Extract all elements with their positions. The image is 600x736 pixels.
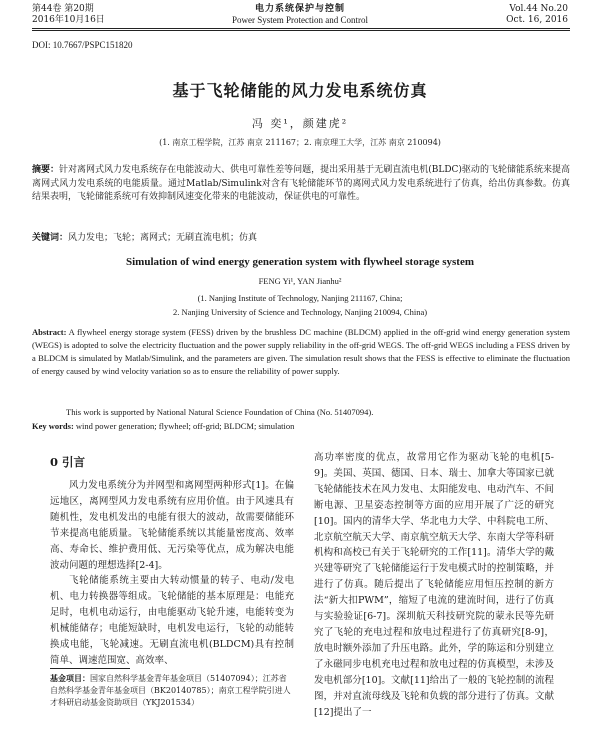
- header-rule: [32, 28, 570, 29]
- keywords-en-text: wind power generation; flywheel; off-grid; BLDCM; simulation: [75, 421, 295, 431]
- funding-footnote: [50, 672, 294, 709]
- journal-volume-en: Vol.44 No.20: [509, 4, 568, 14]
- journal-date-cn: 2016年10月16日: [32, 15, 105, 25]
- authors-en: FENG Yi¹, YAN Jianhu²: [258, 276, 342, 286]
- abstract-cn-label: 摘要：: [32, 165, 60, 175]
- intro-paragraph: 风力发电系统分为并网型和离网型两种形式[1]。在偏远地区，离网型风力发电系统有应用价值。由于风速具有随机性，发电机发出的电能有很大的波动，故需要储能环节来提高电能质量。飞轮储能系统以其能量密度高、效率高、寿命长、维护费用低、无污染等优点，成为解决电能波动问题的理想选择[2-4]。: [50, 480, 294, 571]
- keywords-cn-label: 关键词：: [32, 233, 69, 243]
- abstract-en-label: Abstract:: [32, 327, 67, 337]
- journal-name-en: Power System Protection and Control: [232, 15, 368, 25]
- journal-name-cn: 电力系统保护与控制: [254, 4, 345, 14]
- abstract-cn: [32, 164, 570, 205]
- footnote-rule: [50, 668, 130, 669]
- keywords-en-label: Key words:: [32, 421, 74, 431]
- left-column: [50, 478, 294, 669]
- keywords-cn: [32, 232, 570, 246]
- support-en: This work is supported by National Natural Science Foundation of China (No. 51407094).: [66, 407, 374, 417]
- affiliation-en-1: (1. Nanjing Institute of Technology, Nanjing 211167, China;: [197, 293, 403, 303]
- right-column: [314, 450, 554, 720]
- keywords-cn-text: 风力发电；飞轮；离网式；无刷直流电机；仿真: [68, 233, 258, 243]
- authors-cn: 冯 奕¹，颜建虎²: [251, 117, 349, 130]
- section-heading-introduction: 0 引言: [50, 455, 86, 469]
- affiliation-en-2: 2. Nanjing University of Science and Technology, Nanjing 210094, China): [172, 307, 428, 317]
- affiliation-cn: (1. 南京工程学院，江苏 南京 211167；2. 南京理工大学，江苏 南京 210094): [159, 138, 441, 147]
- intro-paragraph: 飞轮储能系统主要由大转动惯量的转子、电动/发电机、电力转换器等组成。飞轮储能的基本原理是：电能充足时，电机电动运行，由电能驱动飞轮升速，电能转变为机械能储存；电能短缺时，电机发电运行，飞轮的动能转换成电能，飞轮减速。无刷直流电机(BLDCM)具有控制简单、调速范围宽、高效率、: [50, 575, 294, 666]
- header-rule-thin: [32, 30, 570, 31]
- abstract-cn-text: 针对离网式风力发电系统存在电能波动大、供电可靠性差等问题，提出采用基于无刷直流电机(BLDC)驱动的飞轮储能系统来提高离网式风力发电系统的电能质量。通过Matlab/Simulink对含有飞轮储能环节的离网式风力发电系统进行了仿真，给出仿真参数。仿真结果表明，飞轮储能系统可有效抑制风速变化带来的电能波动，保证供电的可靠性。: [32, 165, 570, 202]
- funding-text: 国家自然科学基金青年基金项目（51407094）；江苏省自然科学基金青年基金项目（BK20140785）；南京工程学院引进人才科研启动基金资助项目（YKJ201534）: [50, 674, 291, 707]
- paper-title-en: Simulation of wind energy generation system with flywheel storage system: [126, 256, 474, 268]
- journal-volume: 第44卷 第20期: [32, 4, 94, 14]
- funding-label: 基金项目：: [50, 673, 90, 683]
- doi: DOI: 10.7667/PSPC151820: [32, 40, 133, 50]
- paper-title-cn: 基于飞轮储能的风力发电系统仿真: [172, 81, 428, 100]
- intro-paragraph-continued: 高功率密度的优点，故常用它作为驱动飞轮的电机[5-9]。美国、英国、德国、日本、瑞士、加拿大等国家已就飞轮储能技术在风力发电、太阳能发电、电动汽车、不间断电源、卫星姿态控制等方面的应用开展了广泛的研究[10]。国内的清华大学、华北电力大学、中科院电工所、北京航空航天大学、南京航空航天大学、东南大学等科研机构和高校已有关于飞轮研究的工作[11]。清华大学的戴兴建等研究了飞轮储能运行于发电模式时的控制策略，并进行了仿真。随后提出了飞轮储能应用恒压控制的新方法“新大扣PWM”，缩短了电流的建流时间，进行了仿真与实验验证[6-7]。深圳航天科技研究院的蒙永民等先研究了飞轮的充电过程和放电过程进行了仿真研究[8-9]，放电时额外添加了升压电路。此外，学的陈运和分别建立了永磁同步电机充电过程和放电过程的仿真模型，未涉及发电机部分[10]。文献[11]给出了一般的飞轮控制的流程图，并对直流母线及飞轮和负载的部分进行了仿真。文献[12]提出了一: [314, 452, 554, 718]
- journal-date-en: Oct. 16, 2016: [506, 15, 568, 25]
- abstract-en-text: A flywheel energy storage system (FESS) driven by the brushless DC machine (BLDCM) applied in the off-grid wind energy generation system (WEGS) is adopted to solve the electricity fluctuation and the power supply reliability in the off-grid WEGS. The off-grid WEGS including a FESS driven by a BLDCM is simulated by Matlab/Simulink, and the parameters are given. The simulation result shows that the FESS is effective to eliminate the fluctuation of energy caused by wind velocity variation so as to ensure the reliability of power supply.: [32, 327, 570, 376]
- abstract-en: [32, 326, 570, 378]
- keywords-en: [32, 420, 570, 434]
